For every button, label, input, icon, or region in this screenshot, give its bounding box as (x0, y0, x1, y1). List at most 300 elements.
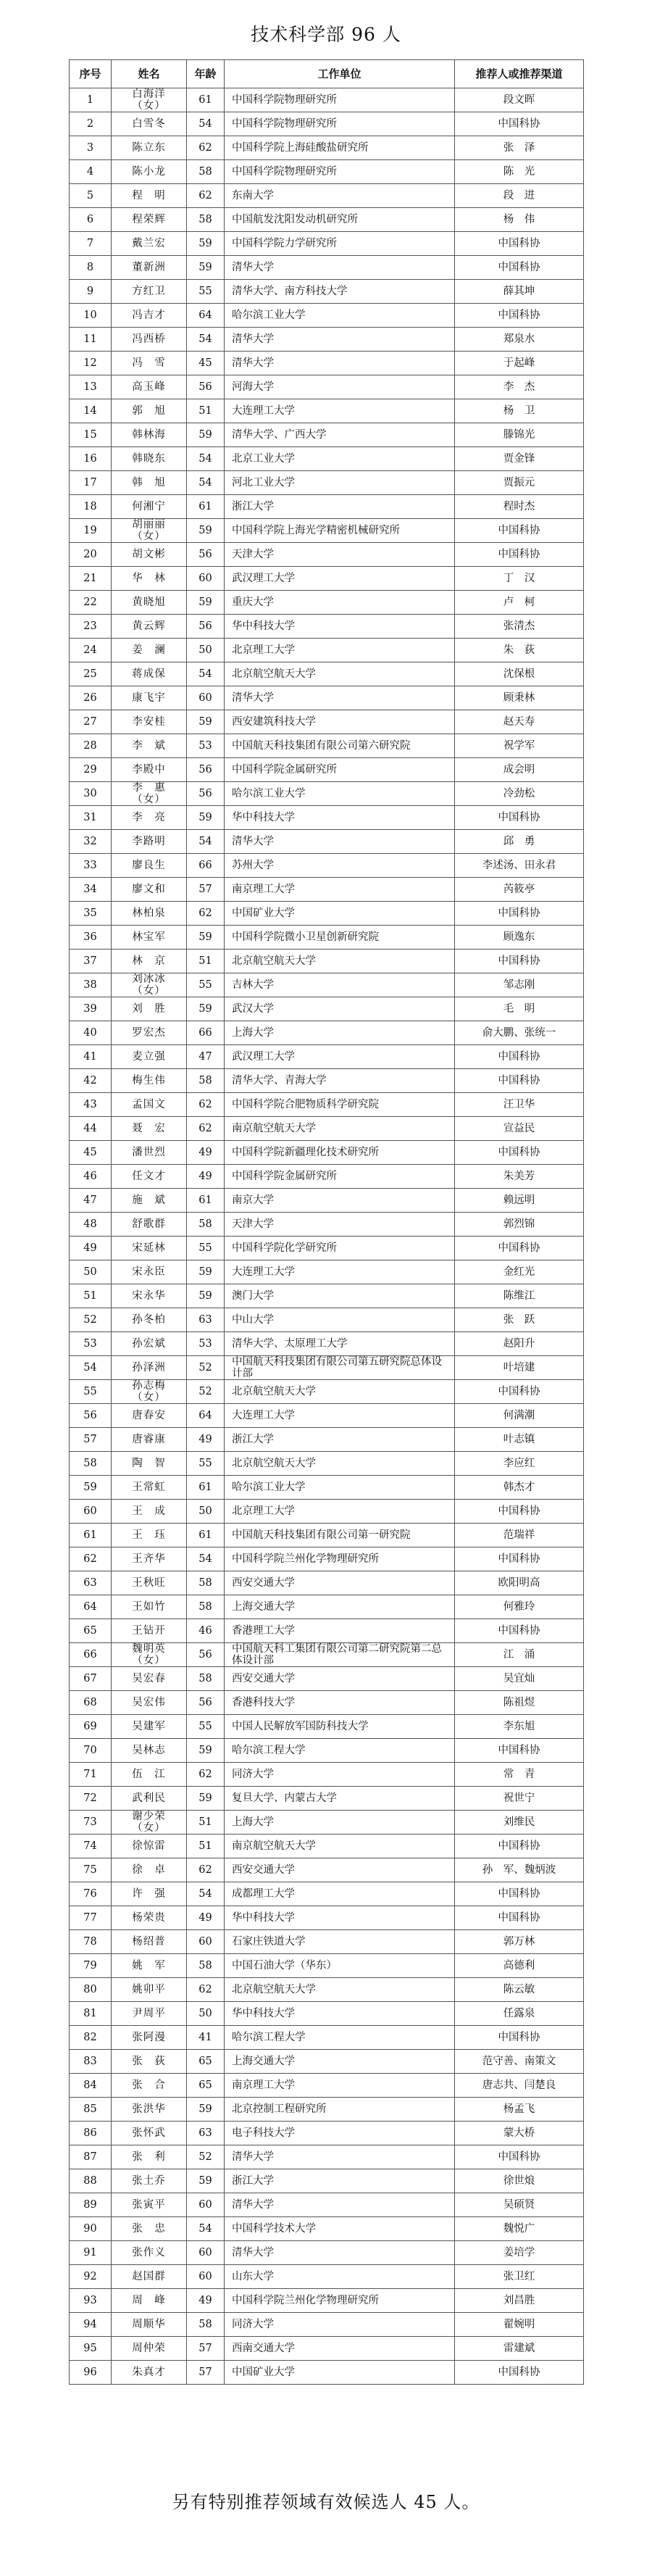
recommender: 江 涌 (455, 1643, 584, 1667)
candidate-name: 唐春安 (112, 1404, 187, 1428)
employer: 中国科学技术大学 (225, 2217, 455, 2241)
candidate-name: 郭 旭 (112, 399, 187, 423)
employer: 中国航天科技集团有限公司第五研究院总体设计部 (225, 1356, 455, 1380)
row-index: 11 (70, 328, 112, 352)
table-row (70, 184, 584, 208)
recommender: 李 杰 (455, 375, 584, 399)
employer: 北京航空航天大学 (225, 950, 455, 973)
candidate-name: 陶 智 (112, 1452, 187, 1476)
candidate-age: 65 (187, 2074, 225, 2098)
employer: 中国石油大学（华东） (225, 1954, 455, 1978)
document-title: 技术科学部 96 人 (251, 24, 401, 45)
candidate-name: 王 成 (112, 1500, 187, 1524)
candidate-name: 李殿中 (112, 758, 187, 782)
candidate-age: 62 (187, 1093, 225, 1117)
row-index: 50 (70, 1260, 112, 1284)
candidate-age: 59 (187, 2169, 225, 2193)
row-index: 88 (70, 2169, 112, 2193)
table-body (70, 88, 584, 2385)
table-row (70, 1500, 584, 1524)
candidate-name: 杨荣贵 (112, 1906, 187, 1930)
candidate-age: 55 (187, 1452, 225, 1476)
recommender: 于起峰 (455, 352, 584, 375)
row-index: 3 (70, 136, 112, 160)
employer: 南京理工大学 (225, 878, 455, 902)
recommender: 张清杰 (455, 615, 584, 639)
candidate-age: 50 (187, 2002, 225, 2026)
employer: 复旦大学、内蒙古大学 (225, 1787, 455, 1811)
recommender: 朱美芳 (455, 1165, 584, 1189)
recommender: 中国科协 (455, 1380, 584, 1404)
candidate-name: 陈小龙 (112, 160, 187, 184)
header-age: 年龄 (187, 60, 225, 88)
recommender: 蒙大桥 (455, 2122, 584, 2145)
candidate-age: 49 (187, 1141, 225, 1165)
candidate-age: 59 (187, 926, 225, 950)
employer: 清华大学 (225, 328, 455, 352)
employer: 清华大学 (225, 686, 455, 710)
candidate-name: 周仲荣 (112, 2337, 187, 2361)
row-index: 78 (70, 1930, 112, 1954)
candidate-age: 47 (187, 1045, 225, 1069)
candidate-name: 武利民 (112, 1787, 187, 1811)
table-row (70, 2241, 584, 2265)
candidate-age: 62 (187, 1117, 225, 1141)
candidate-name: 周顺华 (112, 2313, 187, 2337)
candidate-age: 59 (187, 1739, 225, 1763)
candidate-name: 魏明英 （女） (112, 1643, 187, 1667)
candidate-age: 60 (187, 2265, 225, 2289)
table-row (70, 782, 584, 806)
table-row (70, 1715, 584, 1739)
recommender: 祝学军 (455, 734, 584, 758)
candidate-name: 张阿漫 (112, 2026, 187, 2050)
candidate-age: 55 (187, 973, 225, 997)
candidate-name: 聂 宏 (112, 1117, 187, 1141)
candidate-age: 52 (187, 1356, 225, 1380)
recommender: 中国科协 (455, 519, 584, 543)
table-row (70, 1165, 584, 1189)
table-row (70, 1619, 584, 1643)
recommender: 中国科协 (455, 1739, 584, 1763)
candidate-name: 潘世烈 (112, 1141, 187, 1165)
employer: 中国科学院上海光学精密机械研究所 (225, 519, 455, 543)
recommender: 魏悦广 (455, 2217, 584, 2241)
table-row (70, 1571, 584, 1595)
candidate-name: 孙宏斌 (112, 1332, 187, 1356)
recommender: 何雅玲 (455, 1595, 584, 1619)
employer: 上海交通大学 (225, 2050, 455, 2074)
employer: 浙江大学 (225, 495, 455, 519)
candidate-name: 张 利 (112, 2145, 187, 2169)
employer: 中国科学院兰州化学物理研究所 (225, 2289, 455, 2313)
table-row (70, 1260, 584, 1284)
row-index: 77 (70, 1906, 112, 1930)
candidate-name: 王齐华 (112, 1547, 187, 1571)
employer: 清华大学 (225, 352, 455, 375)
recommender: 中国科协 (455, 1547, 584, 1571)
candidate-age: 58 (187, 1571, 225, 1595)
employer: 清华大学、南方科技大学 (225, 280, 455, 304)
candidate-age: 64 (187, 1404, 225, 1428)
candidate-name: 任文才 (112, 1165, 187, 1189)
recommender: 贾金锋 (455, 447, 584, 471)
recommender: 贾振元 (455, 471, 584, 495)
candidate-age: 52 (187, 2145, 225, 2169)
table-row (70, 2050, 584, 2074)
row-index: 84 (70, 2074, 112, 2098)
employer: 中国科学院力学研究所 (225, 232, 455, 256)
recommender: 陈云敏 (455, 1978, 584, 2002)
table-row (70, 2361, 584, 2385)
recommender: 何满潮 (455, 1404, 584, 1428)
recommender: 常 青 (455, 1763, 584, 1787)
table-row (70, 1476, 584, 1500)
candidate-name: 唐睿康 (112, 1428, 187, 1452)
recommender: 李东旭 (455, 1715, 584, 1739)
row-index: 30 (70, 782, 112, 806)
table-row (70, 423, 584, 447)
recommender: 孙 军、魏炳波 (455, 1858, 584, 1882)
table-row (70, 734, 584, 758)
row-index: 83 (70, 2050, 112, 2074)
recommender: 中国科协 (455, 2026, 584, 2050)
row-index: 21 (70, 567, 112, 591)
employer: 哈尔滨工业大学 (225, 782, 455, 806)
recommender: 中国科协 (455, 2145, 584, 2169)
candidate-age: 62 (187, 1763, 225, 1787)
candidate-name: 吴宏伟 (112, 1691, 187, 1715)
row-index: 63 (70, 1571, 112, 1595)
employer: 中国科学院物理研究所 (225, 112, 455, 136)
recommender: 范守善、南策文 (455, 2050, 584, 2074)
recommender: 中国科协 (455, 1882, 584, 1906)
candidate-age: 58 (187, 1667, 225, 1691)
candidate-name: 张寅平 (112, 2193, 187, 2217)
recommender: 郭烈锦 (455, 1213, 584, 1237)
recommender: 沈保根 (455, 662, 584, 686)
employer: 河北工业大学 (225, 471, 455, 495)
table-row (70, 1428, 584, 1452)
employer: 中国矿业大学 (225, 902, 455, 926)
row-index: 51 (70, 1284, 112, 1308)
employer: 中国航发沈阳发动机研究所 (225, 208, 455, 232)
row-index: 54 (70, 1356, 112, 1380)
recommender: 中国科协 (455, 1835, 584, 1858)
employer: 香港理工大学 (225, 1619, 455, 1643)
employer: 清华大学、广西大学 (225, 423, 455, 447)
row-index: 27 (70, 710, 112, 734)
row-index: 29 (70, 758, 112, 782)
candidate-age: 59 (187, 806, 225, 830)
candidate-age: 59 (187, 997, 225, 1021)
candidate-name: 张土乔 (112, 2169, 187, 2193)
employer: 武汉理工大学 (225, 567, 455, 591)
recommender: 中国科协 (455, 543, 584, 567)
employer: 华中科技大学 (225, 806, 455, 830)
row-index: 10 (70, 304, 112, 328)
candidate-name: 董新洲 (112, 256, 187, 280)
row-index: 12 (70, 352, 112, 375)
candidate-name: 孙冬柏 (112, 1308, 187, 1332)
row-index: 25 (70, 662, 112, 686)
header-employer: 工作单位 (225, 60, 455, 88)
recommender: 姜培学 (455, 2241, 584, 2265)
row-index: 2 (70, 112, 112, 136)
recommender: 刘维民 (455, 1811, 584, 1835)
candidate-name: 韩林海 (112, 423, 187, 447)
row-index: 56 (70, 1404, 112, 1428)
employer: 上海大学 (225, 1811, 455, 1835)
recommender: 李应红 (455, 1452, 584, 1476)
candidate-age: 66 (187, 854, 225, 878)
employer: 南京大学 (225, 1189, 455, 1213)
table-row (70, 806, 584, 830)
recommender: 中国科协 (455, 1619, 584, 1643)
recommender: 邱 勇 (455, 830, 584, 854)
employer: 澳门大学 (225, 1284, 455, 1308)
candidate-table (69, 59, 584, 2385)
candidate-age: 57 (187, 878, 225, 902)
employer: 北京工业大学 (225, 447, 455, 471)
table-row (70, 1380, 584, 1404)
candidate-age: 55 (187, 1237, 225, 1260)
table-row (70, 1763, 584, 1787)
candidate-age: 54 (187, 1547, 225, 1571)
row-index: 73 (70, 1811, 112, 1835)
row-index: 36 (70, 926, 112, 950)
candidate-name: 程荣辉 (112, 208, 187, 232)
row-index: 7 (70, 232, 112, 256)
table-row (70, 375, 584, 399)
candidate-name: 蒋成保 (112, 662, 187, 686)
candidate-name: 张洪华 (112, 2098, 187, 2122)
table-row (70, 1069, 584, 1093)
recommender: 丁 汉 (455, 567, 584, 591)
employer: 浙江大学 (225, 1428, 455, 1452)
table-row (70, 280, 584, 304)
table-row (70, 1284, 584, 1308)
table-row (70, 2289, 584, 2313)
candidate-name: 张 合 (112, 2074, 187, 2098)
employer: 中山大学 (225, 1308, 455, 1332)
candidate-name: 梅生伟 (112, 1069, 187, 1093)
employer: 中国航天科技集团有限公司第六研究院 (225, 734, 455, 758)
candidate-name: 林柏泉 (112, 902, 187, 926)
candidate-age: 59 (187, 1260, 225, 1284)
row-index: 95 (70, 2337, 112, 2361)
table-row (70, 495, 584, 519)
candidate-age: 54 (187, 830, 225, 854)
candidate-name: 戴兰宏 (112, 232, 187, 256)
row-index: 6 (70, 208, 112, 232)
candidate-name: 杨绍普 (112, 1930, 187, 1954)
candidate-name: 谢少荣 （女） (112, 1811, 187, 1835)
employer: 成都理工大学 (225, 1882, 455, 1906)
recommender: 俞大鹏、张统一 (455, 1021, 584, 1045)
employer: 北京航空航天大学 (225, 662, 455, 686)
row-index: 16 (70, 447, 112, 471)
table-row (70, 1141, 584, 1165)
table-row (70, 519, 584, 543)
employer: 中国科学院金属研究所 (225, 758, 455, 782)
candidate-age: 58 (187, 2313, 225, 2337)
table-row (70, 854, 584, 878)
recommender: 欧阳明高 (455, 1571, 584, 1595)
employer: 东南大学 (225, 184, 455, 208)
row-index: 48 (70, 1213, 112, 1237)
recommender: 赵天寿 (455, 710, 584, 734)
candidate-name: 冯吉才 (112, 304, 187, 328)
table-row (70, 1021, 584, 1045)
candidate-age: 58 (187, 1595, 225, 1619)
row-index: 59 (70, 1476, 112, 1500)
recommender: 顾逸东 (455, 926, 584, 950)
row-index: 91 (70, 2241, 112, 2265)
recommender: 雷建斌 (455, 2337, 584, 2361)
candidate-age: 54 (187, 447, 225, 471)
candidate-name: 徐 卓 (112, 1858, 187, 1882)
recommender: 中国科协 (455, 112, 584, 136)
row-index: 20 (70, 543, 112, 567)
employer: 中国科学院化学研究所 (225, 1237, 455, 1260)
row-index: 72 (70, 1787, 112, 1811)
candidate-name: 王秋旺 (112, 1571, 187, 1595)
candidate-name: 冯 雪 (112, 352, 187, 375)
candidate-age: 54 (187, 662, 225, 686)
employer: 清华大学 (225, 2241, 455, 2265)
employer: 中国航天科技集团有限公司第一研究院 (225, 1524, 455, 1547)
recommender: 薛其坤 (455, 280, 584, 304)
candidate-age: 56 (187, 758, 225, 782)
row-index: 46 (70, 1165, 112, 1189)
row-index: 19 (70, 519, 112, 543)
table-row (70, 1404, 584, 1428)
recommender: 刘昌胜 (455, 2289, 584, 2313)
candidate-age: 61 (187, 495, 225, 519)
employer: 中国科学院微小卫星创新研究院 (225, 926, 455, 950)
recommender: 滕锦光 (455, 423, 584, 447)
candidate-name: 廖良生 (112, 854, 187, 878)
employer: 大连理工大学 (225, 1404, 455, 1428)
recommender: 朱 荻 (455, 639, 584, 662)
candidate-name: 韩晓东 (112, 447, 187, 471)
recommender: 冷劲松 (455, 782, 584, 806)
candidate-age: 55 (187, 1715, 225, 1739)
recommender: 叶培建 (455, 1356, 584, 1380)
table-row (70, 710, 584, 734)
row-index: 74 (70, 1835, 112, 1858)
candidate-age: 61 (187, 1189, 225, 1213)
row-index: 60 (70, 1500, 112, 1524)
employer: 武汉大学 (225, 997, 455, 1021)
table-row (70, 1332, 584, 1356)
candidate-name: 王钻开 (112, 1619, 187, 1643)
row-index: 53 (70, 1332, 112, 1356)
table-row (70, 1237, 584, 1260)
table-row (70, 567, 584, 591)
row-index: 93 (70, 2289, 112, 2313)
candidate-age: 49 (187, 2289, 225, 2313)
recommender: 汪卫华 (455, 1093, 584, 1117)
candidate-name: 施 斌 (112, 1189, 187, 1213)
row-index: 81 (70, 2002, 112, 2026)
table-row (70, 1739, 584, 1763)
table-row (70, 1308, 584, 1332)
candidate-age: 58 (187, 1954, 225, 1978)
candidate-age: 56 (187, 1691, 225, 1715)
table-row (70, 2145, 584, 2169)
row-index: 57 (70, 1428, 112, 1452)
candidate-age: 59 (187, 423, 225, 447)
recommender: 中国科协 (455, 1141, 584, 1165)
recommender: 叶志镇 (455, 1428, 584, 1452)
candidate-name: 宋永臣 (112, 1260, 187, 1284)
recommender: 程时杰 (455, 495, 584, 519)
table-row (70, 1906, 584, 1930)
recommender: 吴硕贤 (455, 2193, 584, 2217)
candidate-age: 62 (187, 1978, 225, 2002)
table-row (70, 1643, 584, 1667)
row-index: 76 (70, 1882, 112, 1906)
employer: 南京航空航天大学 (225, 1835, 455, 1858)
row-index: 38 (70, 973, 112, 997)
recommender: 翟婉明 (455, 2313, 584, 2337)
row-index: 14 (70, 399, 112, 423)
employer: 北京理工大学 (225, 1500, 455, 1524)
employer: 华中科技大学 (225, 1906, 455, 1930)
candidate-name: 方红卫 (112, 280, 187, 304)
recommender: 中国科协 (455, 1906, 584, 1930)
employer: 上海交通大学 (225, 1595, 455, 1619)
candidate-age: 54 (187, 112, 225, 136)
candidate-name: 孟国文 (112, 1093, 187, 1117)
candidate-age: 60 (187, 2193, 225, 2217)
row-index: 75 (70, 1858, 112, 1882)
candidate-name: 赵国群 (112, 2265, 187, 2289)
employer: 石家庄铁道大学 (225, 1930, 455, 1954)
candidate-age: 51 (187, 950, 225, 973)
recommender: 宣益民 (455, 1117, 584, 1141)
candidate-name: 吴宏春 (112, 1667, 187, 1691)
candidate-name: 姜 澜 (112, 639, 187, 662)
recommender: 陈祖煜 (455, 1691, 584, 1715)
employer: 西安交通大学 (225, 1571, 455, 1595)
candidate-name: 廖文和 (112, 878, 187, 902)
row-index: 40 (70, 1021, 112, 1045)
recommender: 卢 柯 (455, 591, 584, 615)
recommender: 范瑞祥 (455, 1524, 584, 1547)
row-index: 89 (70, 2193, 112, 2217)
candidate-name: 林宝军 (112, 926, 187, 950)
recommender: 张卫红 (455, 2265, 584, 2289)
table-row (70, 950, 584, 973)
row-index: 67 (70, 1667, 112, 1691)
row-index: 80 (70, 1978, 112, 2002)
table-row (70, 2313, 584, 2337)
candidate-age: 60 (187, 686, 225, 710)
row-index: 32 (70, 830, 112, 854)
row-index: 31 (70, 806, 112, 830)
candidate-age: 62 (187, 902, 225, 926)
candidate-name: 华 林 (112, 567, 187, 591)
candidate-name: 周 峰 (112, 2289, 187, 2313)
recommender: 杨 伟 (455, 208, 584, 232)
recommender: 李述汤、田永君 (455, 854, 584, 878)
candidate-age: 60 (187, 2241, 225, 2265)
employer: 清华大学 (225, 256, 455, 280)
candidate-name: 许 强 (112, 1882, 187, 1906)
